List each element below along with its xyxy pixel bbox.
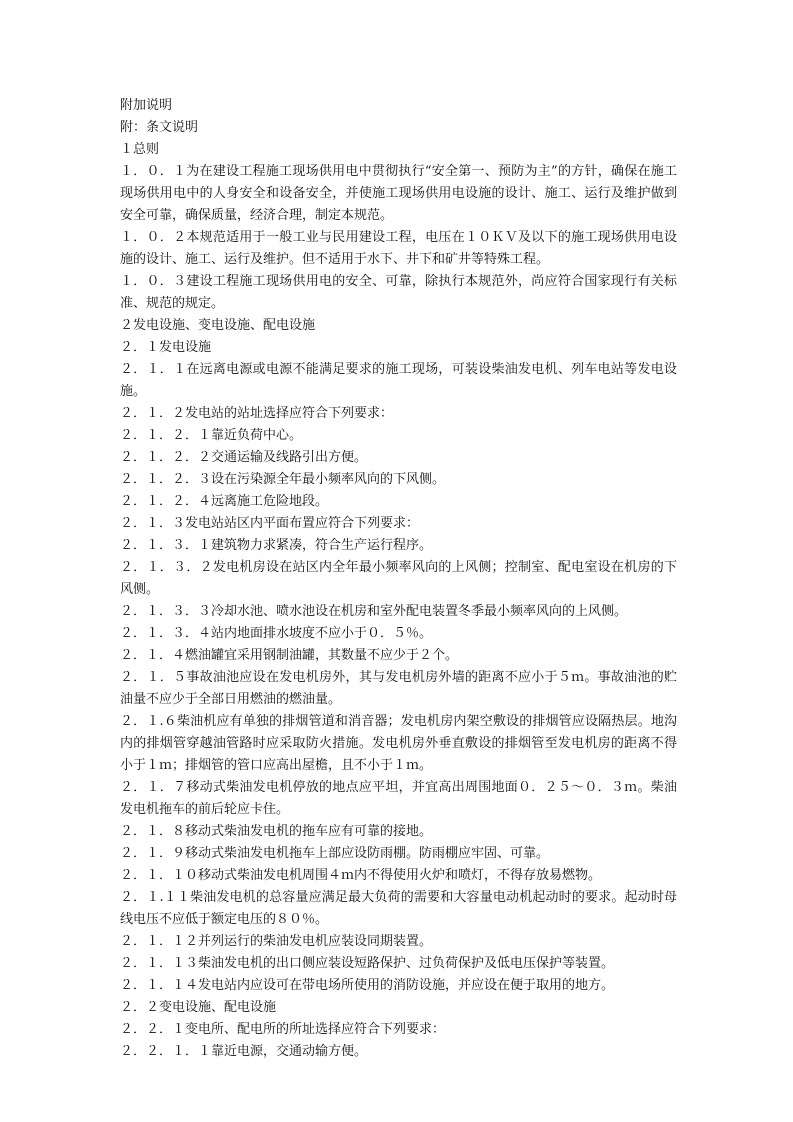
clause-2-1-2-3: ２．１．２．３设在污染源全年最小频率风向的下风侧。 <box>120 472 446 487</box>
clause-2-1-11: ２．１.１１柴油发电机的总容量应满足最大负荷的需要和大容量电动机起动时的要求。起动时母线电压不应低于额定电压的８０％。 <box>120 890 677 927</box>
clause-2-1-12: ２．１．１２并列运行的柴油发电机应装设同期装置。 <box>120 934 433 949</box>
clause-2-1-2-4: ２．１．２．４远离施工危险地段。 <box>120 494 329 509</box>
subsection-heading-2-1: ２．１发电设施 <box>120 340 212 355</box>
clause-1-0-2: １．０．２本规范适用于一般工业与民用建设工程，电压在１０ＫＶ及以下的施工现场供用电设施的设计、施工、运行及维护。但不适用于水下、井下和矿井等特殊工程。 <box>120 230 677 267</box>
clause-2-1-3: ２．１．３发电站站区内平面布置应符合下列要求： <box>120 516 420 531</box>
clause-2-1-1: ２．１．１在远离电源或电源不能满足要求的施工现场，可装设柴油发电机、列车电站等发电设施。 <box>120 362 677 399</box>
clause-2-1-2-1: ２．１．２．１靠近负荷中心。 <box>120 428 303 443</box>
clause-2-1-3-4: ２．１．３．４站内地面排水坡度不应小于０．５％。 <box>120 626 433 641</box>
clause-2-1-9: ２．１．９移动式柴油发电机拖车上部应设防雨棚。防雨棚应牢固、可靠。 <box>120 846 550 861</box>
section-heading-2: ２发电设施、变电设施、配电设施 <box>120 318 316 333</box>
clause-2-1-2-2: ２．１．２．２交通运输及线路引出方便。 <box>120 450 368 465</box>
heading-appendix-note: 附加说明 <box>120 98 173 113</box>
clause-2-2-1: ２．２．１变电所、配电所的所址选择应符合下列要求： <box>120 1022 446 1037</box>
section-heading-general: １总则 <box>120 142 160 157</box>
clause-2-1-6: ２．１.６柴油机应有单独的排烟管道和消音器；发电机房内架空敷设的排烟管应设隔热层。地沟内的排烟管穿越油管路时应采取防火措施。发电机房外垂直敷设的排烟管至发电机房的距离不得小于１ｍ；排烟管的管口应高出屋檐，且不小于１ｍ。 <box>120 714 677 773</box>
clause-2-1-3-3: ２．１．３．３冷却水池、喷水池设在机房和室外配电装置冬季最小频率风向的上风侧。 <box>120 604 628 619</box>
clause-2-1-3-2: ２．１．３．２发电机房设在站区内全年最小频率风向的上风侧；控制室、配电室设在机房的下风侧。 <box>120 560 677 597</box>
clause-2-1-14: ２．１．１４发电站内应设可在带电场所使用的消防设施，并应设在便于取用的地方。 <box>120 978 615 993</box>
heading-clause-explanation: 附：条文说明 <box>120 120 199 135</box>
clause-1-0-1: １．０．１为在建设工程施工现场供用电中贯彻执行“安全第一、预防为主”的方针，确保在施工现场供用电中的人身安全和设备安全，并使施工现场供用电设施的设计、施工、运行及维护做到安全可靠，确保质量，经济合理，制定本规范。 <box>120 164 677 223</box>
clause-2-1-5: ２．１．５事故油池应设在发电机房外，其与发电机房外墙的距离不应小于５ｍ。事故油池的贮油量不应少于全部日用燃油的燃油量。 <box>120 670 677 707</box>
clause-2-1-13: ２．１．１３柴油发电机的出口侧应装设短路保护、过负荷保护及低电压保护等装置。 <box>120 956 615 971</box>
clause-2-1-3-1: ２．１．３．１建筑物力求紧凑，符合生产运行程序。 <box>120 538 433 553</box>
clause-2-2-1-1: ２．２．１．１靠近电源，交通动输方便。 <box>120 1044 368 1059</box>
clause-2-1-7: ２．１．７移动式柴油发电机停放的地点应平坦，并宜高出周围地面０．２５～０．３ｍ。柴油发电机拖车的前后轮应卡住。 <box>120 780 677 817</box>
clause-2-1-4: ２．１．４燃油罐宜采用钢制油罐，其数量不应少于２个。 <box>120 648 459 663</box>
document-body <box>120 95 677 1063</box>
subsection-heading-2-2: ２．２变电设施、配电设施 <box>120 1000 277 1015</box>
clause-2-1-10: ２．１．１０移动式柴油发电机周围４ｍ内不得使用火炉和喷灯，不得存放易燃物。 <box>120 868 602 883</box>
clause-2-1-2: ２．１．２发电站的站址选择应符合下列要求： <box>120 406 394 421</box>
clause-2-1-8: ２．１．８移动式柴油发电机的拖车应有可靠的接地。 <box>120 824 433 839</box>
clause-1-0-3: １．０．３建设工程施工现场供用电的安全、可靠，除执行本规范外，尚应符合国家现行有关标准、规范的规定。 <box>120 274 677 311</box>
